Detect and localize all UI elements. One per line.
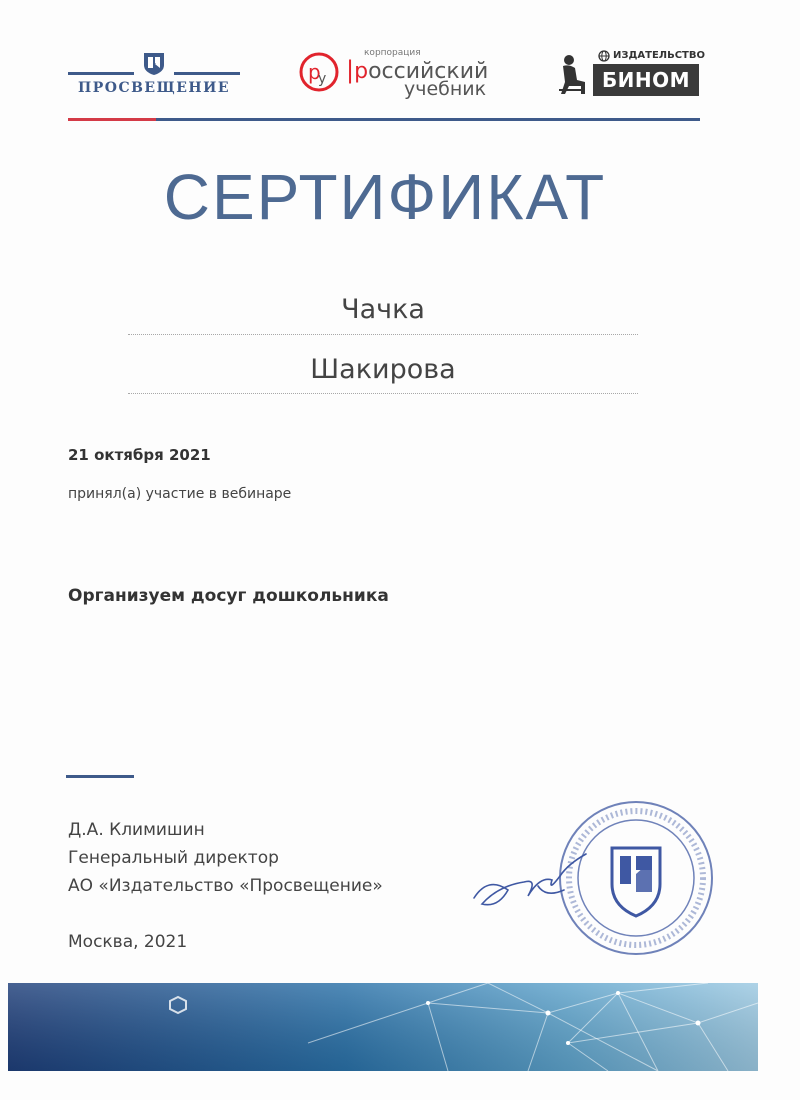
recipient-first-name: Чачка <box>341 294 425 325</box>
logo-ru-line1: |российский <box>346 56 489 84</box>
ru-circle-logo-icon <box>298 51 340 93</box>
header-divider <box>68 118 700 121</box>
decorative-network-banner <box>8 983 758 1071</box>
svg-text:р: р <box>308 60 321 84</box>
logo-prosveshchenie-text: ПРОСВЕЩЕНИЕ <box>78 80 230 96</box>
logo-binom <box>555 48 705 100</box>
logo-prosveshchenie <box>68 50 240 100</box>
logo-ru-line1-rest: оссийский <box>368 59 489 84</box>
header-divider-accent <box>68 118 156 121</box>
signature-divider <box>66 775 134 778</box>
place-year: Москва, 2021 <box>68 932 188 952</box>
event-date: 21 октября 2021 <box>68 446 211 464</box>
recipient-last-name: Шакирова <box>310 354 456 385</box>
certificate-title: СЕРТИФИКАТ <box>163 161 607 233</box>
binom-thinker-icon <box>555 54 589 98</box>
name-underline <box>128 334 638 335</box>
webinar-title: Организуем досуг дошкольника <box>68 586 389 606</box>
participation-text: принял(а) участие в вебинаре <box>68 486 292 502</box>
globe-icon <box>598 50 610 62</box>
signatory-name: Д.А. Климишин <box>68 820 205 840</box>
logo-russian-textbook <box>298 45 503 100</box>
signature-icon <box>468 846 598 916</box>
prosveshchenie-emblem-icon <box>141 50 167 76</box>
surname-underline <box>128 393 638 394</box>
logo-ru-small-text: корпорация <box>364 48 421 58</box>
logo-binom-name: БИНОМ <box>593 64 699 96</box>
signatory-organization: АО «Издательство «Просвещение» <box>68 876 383 896</box>
logo-ru-first-letter: р <box>354 59 369 84</box>
logo-binom-publisher: ИЗДАТЕЛЬСТВО <box>613 50 705 61</box>
svg-text:у: у <box>318 71 327 87</box>
signatory-position: Генеральный директор <box>68 848 279 868</box>
logo-ru-line2: учебник <box>404 78 487 100</box>
